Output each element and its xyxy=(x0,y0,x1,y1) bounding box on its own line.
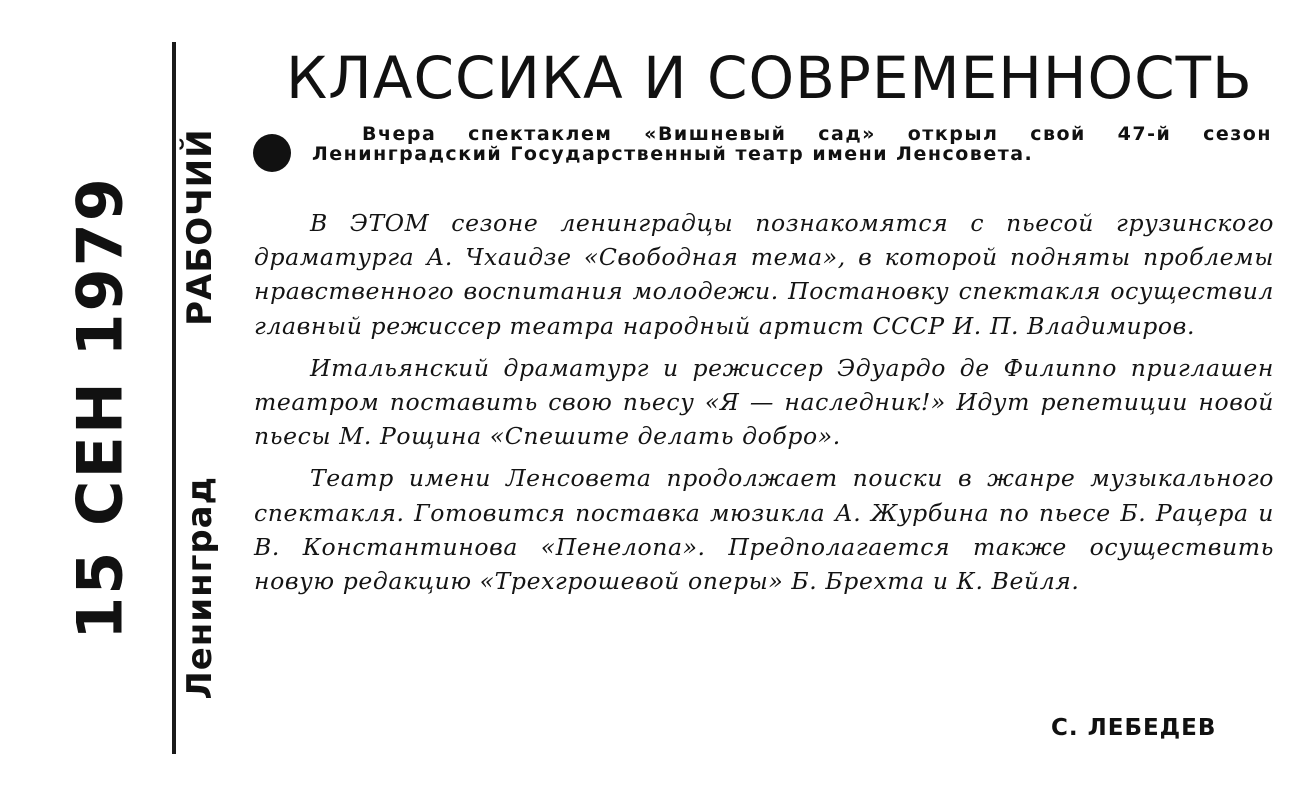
article-paragraph: Театр имени Ленсовета продолжает поиски в жанре музыкального спектакля. Готовится поставка мюзикла А. Журбина по пьесе Б. Рацера и В. Константинова «Пенелопа». Предполагается также осуществить новую редакцию «Трехгрошевой оперы» Б. Брехта и К. Вейля. xyxy=(254,464,1274,596)
stamp-city: Ленинград xyxy=(180,475,220,700)
article-lead: Вчера спектаклем «Вишневый сад» открыл свой 47-й сезон Ленинградский Государственный театр имени Ленсовета. xyxy=(312,123,1272,165)
stamp-date: 15 СЕН 1979 xyxy=(63,176,137,640)
article-author: С. ЛЕБЕДЕВ xyxy=(1051,715,1217,741)
article-headline: КЛАССИКА И СОВРЕМЕННОСТЬ xyxy=(286,44,1253,112)
stamp-newspaper xyxy=(180,128,220,699)
article-body xyxy=(254,206,1274,598)
margin-rule xyxy=(172,42,176,754)
article-paragraph: Итальянский драматург и режиссер Эдуардо де Филиппо приглашен театром поставить свою пьесу «Я — наследник!» Идут репетиции новой пьесы М. Рощина «Спешите делать добро». xyxy=(254,353,1274,451)
article-paragraph: В ЭТОМ сезоне ленинградцы познакомятся с пьесой грузинского драматурга А. Чхаидзе «Свободная тема», в которой подняты проблемы нравственного воспитания молодежи. Постановку спектакля осуществил главный режиссер театра народный артист СССР И. П. Владимиров. xyxy=(254,209,1274,340)
stamp-paper-name: РАБОЧИЙ xyxy=(180,128,220,326)
bullet-dot-icon xyxy=(253,134,291,172)
